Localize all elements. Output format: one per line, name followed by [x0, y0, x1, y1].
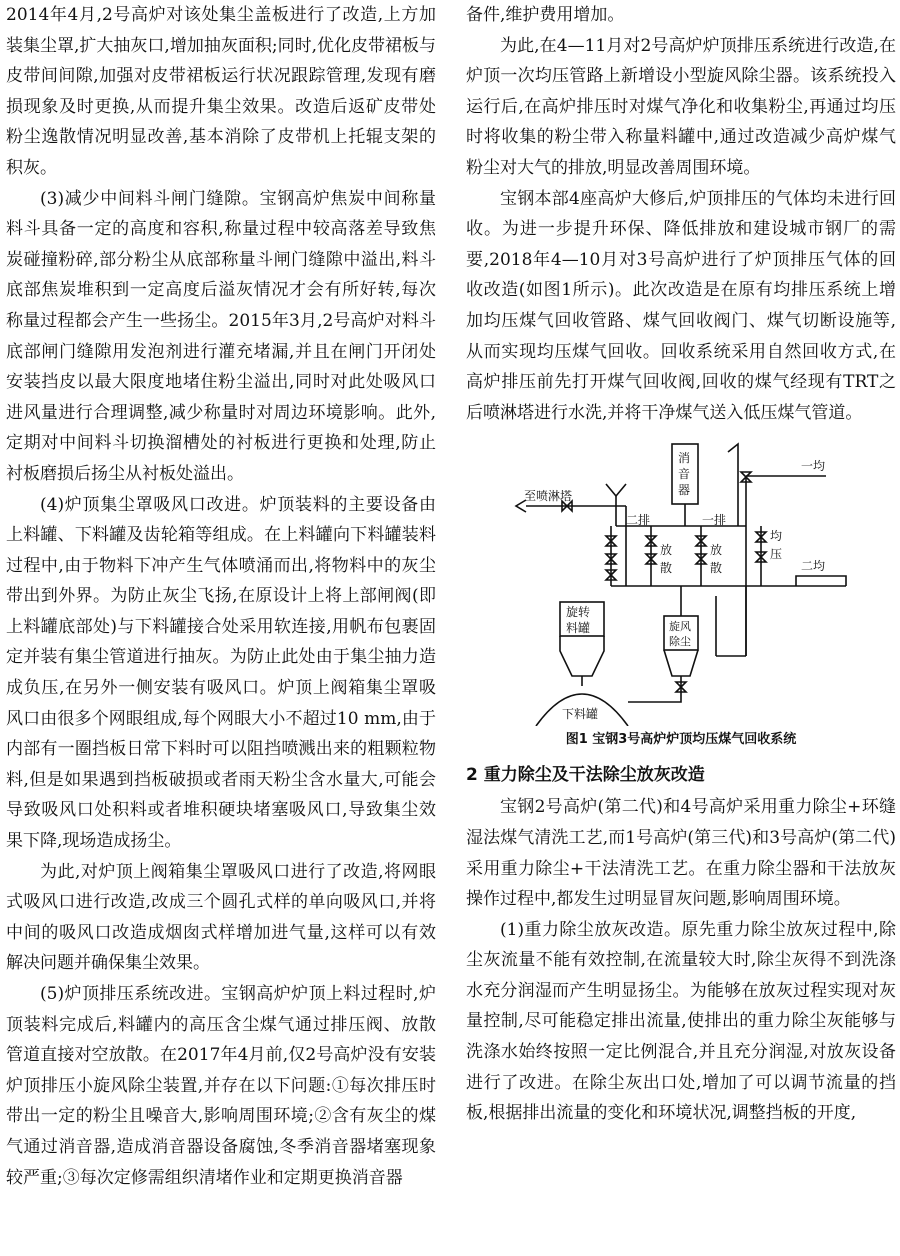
- paragraph: (1)重力除尘放灰改造。原先重力除尘放灰过程中,除尘灰流量不能有效控制,在流量较大时,除尘灰得不到洗涤水充分润湿而产生明显扬尘。为能够在放灰过程实现对灰量控制,尽可能稳定排出流量,使排出的重力除尘灰能够与洗涤水始终按照一定比例混合,并且充分润湿,对放灰设备进行了改进。在除尘灰出口处,增加了可以调节流量的挡板,根据排出流量的变化和环境状况,调整挡板的开度,: [466, 919, 896, 1124]
- one-pressure-label: 一均: [801, 459, 826, 474]
- figure-caption: 图1 宝钢3号高炉炉顶均压煤气回收系统: [565, 732, 797, 748]
- vent-label-b-1: 放: [710, 543, 723, 558]
- figure-1: [466, 436, 896, 750]
- first-vent-label: 一排: [702, 513, 727, 528]
- silencer-label-3: 器: [678, 483, 691, 498]
- paragraph: (3)减少中间料斗闸门缝隙。宝钢高炉焦炭中间称量料斗具备一定的高度和容积,称量过程中较高落差导致焦炭碰撞粉碎,部分粉尘从底部称量斗闸门缝隙中溢出,料斗底部焦炭堆积到一定高度后溢灰情况才会有所好转,每次称量过程都会产生一些扬尘。2015年3月,2号高炉对料斗底部闸门缝隙用发泡剂进行灌充堵漏,并且在闸门开闭处安装挡皮以最大限度地堵住粉尘溢出,同时对此处吸风口进风量进行合理调整,减少称量时对周边环境影响。此外,定期对中间料斗切换溜槽处的衬板进行更换和处理,防止衬板磨损后扬尘从衬板处溢出。: [6, 188, 436, 484]
- left-column: [6, 0, 436, 1256]
- cyclone-label-2: 除尘: [669, 635, 691, 649]
- cyclone-label-1: 旋风: [669, 620, 691, 634]
- vent-label-b-2: 散: [710, 561, 723, 576]
- vent-label-a-1: 放: [660, 543, 673, 558]
- paragraph: (4)炉顶集尘罩吸风口改进。炉顶装料的主要设备由上料罐、下料罐及齿轮箱等组成。在上料罐向下料罐装料过程中,由于物料下冲产生气体喷涌而出,将物料中的灰尘带出到外界。为防止灰尘飞扬,在原设计上将上部闸阀(即上料罐底部处)与下料罐接合处采用软连接,用帆布包裹固定并装有集尘管道进行抽灰。为防止此处由于集尘抽力造成负压,在另外一侧安装有吸风口。炉顶上阀箱集尘罩吸风口由很多个网眼组成,每个网眼大小不超过10 mm,由于内部有一圈挡板日常下料时可以阻挡喷溅出来的粗颗粒物料,但是如果遇到挡板破损或者雨天粉尘含水量大,可能会导致吸风口处积料或者堆积硬块堵塞吸风口,导致集尘效果下降,现场造成扬尘。: [6, 494, 436, 852]
- paragraph: 备件,维护费用增加。: [466, 5, 625, 25]
- silencer-label-2: 音: [678, 467, 691, 482]
- rotary-tank-label-2: 料罐: [566, 621, 591, 636]
- two-pressure-label: 二均: [801, 559, 826, 574]
- rotary-tank-label-1: 旋转: [566, 605, 591, 620]
- silencer-label-1: 消: [678, 451, 691, 466]
- to-spray-tower-label: 至喷淋塔: [524, 489, 573, 504]
- equalize-label-2: 压: [770, 547, 783, 562]
- lower-tank-label: 下料罐: [562, 707, 599, 722]
- paragraph: 为此,对炉顶上阀箱集尘罩吸风口进行了改造,将网眼式吸风口进行改造,改成三个圆孔式样的单向吸风口,并将中间的吸风口改造成烟囱式样增加进气量,这样可以有效解决问题并确保集尘效果。: [6, 861, 436, 974]
- vent-label-a-2: 散: [660, 561, 673, 576]
- paragraph: (5)炉顶排压系统改进。宝钢高炉炉顶上料过程时,炉顶装料完成后,料罐内的高压含尘煤气通过排压阀、放散管道直接对空放散。在2017年4月前,仅2号高炉没有安装炉顶排压小旋风除尘装置,并存在以下问题:①每次排压时带出一定的粉尘且噪音大,影响周围环境;②含有灰尘的煤气通过消音器,造成消音器设备腐蚀,冬季消音器堵塞现象较严重;③每次定修需组织清堵作业和定期更换消音器: [6, 984, 436, 1188]
- right-column: [466, 0, 896, 1256]
- pressure-recovery-diagram: [466, 436, 896, 726]
- paragraph: 2014年4月,2号高炉对该处集尘盖板进行了改造,上方加装集尘罩,扩大抽灰口,增加抽灰面积;同时,优化皮带裙板与皮带间间隙,加强对皮带裙板运行状况跟踪管理,发现有磨损现象及时更换,从而提升集尘效果。改造后返矿皮带处粉尘逸散情况明显改善,基本消除了皮带机上托辊支架的积灰。: [6, 5, 436, 178]
- paragraph: 为此,在4—11月对2号高炉炉顶排压系统进行改造,在炉顶一次均压管路上新增设小型旋风除尘器。该系统投入运行后,在高炉排压时对煤气净化和收集粉尘,再通过均压时将收集的粉尘带入称量料罐中,通过改造减少高炉煤气粉尘对大气的排放,明显改善周围环境。: [466, 35, 896, 178]
- paragraph: 宝钢2号高炉(第二代)和4号高炉采用重力除尘+环缝湿法煤气清洗工艺,而1号高炉(第三代)和3号高炉(第二代)采用重力除尘+干法清洗工艺。在重力除尘器和干法放灰操作过程中,都发生过明显冒灰问题,影响周围环境。: [466, 797, 896, 910]
- section-heading: 2 重力除尘及干法除尘放灰改造: [466, 765, 705, 786]
- equalize-label-1: 均: [770, 529, 783, 544]
- second-vent-label: 二排: [626, 513, 651, 528]
- paragraph: 宝钢本部4座高炉大修后,炉顶排压的气体均未进行回收。为进一步提升环保、降低排放和建设城市钢厂的需要,2018年4—10月对3号高炉进行了炉顶排压气体的回收改造(如图1所示)。此次改造是在原有均排压系统上增加均压煤气回收管路、煤气回收阀门、煤气切断设施等,从而实现均压煤气回收。回收系统采用自然回收方式,在高炉排压前先打开煤气回收阀,回收的煤气经现有TRT之后喷淋塔进行水洗,并将干净煤气送入低压煤气管道。: [466, 188, 896, 423]
